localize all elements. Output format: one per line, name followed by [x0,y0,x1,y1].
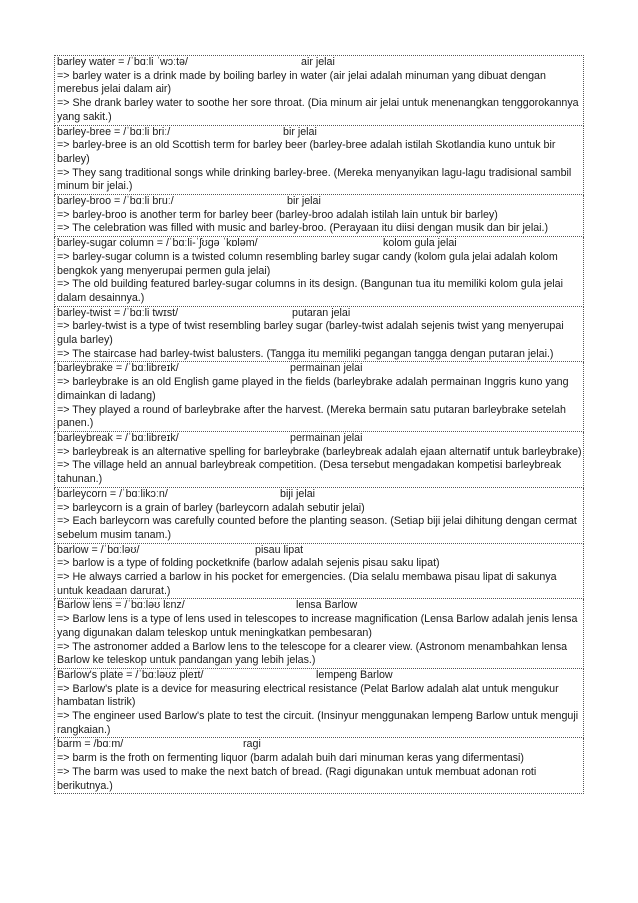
entry-example: => He always carried a barlow in his pocket for emergencies. (Dia selalu membawa pisau lipat di sakunya untuk keadaan darurat.) [57,571,557,597]
entry-headword: barley-sugar column = /ˈbɑːli-ˈʃʊɡə ˈkɒləm/ [57,237,258,250]
entry-translation: putaran jelai [292,306,351,319]
entry-headword: barley-broo = /ˈbɑːli bruː/ [57,195,174,208]
dictionary-entry [54,432,584,488]
entry-translation: lensa Barlow [296,599,358,612]
dictionary-entry [54,55,584,126]
entry-example: => She drank barley water to soothe her sore throat. (Dia minum air jelai untuk menenangkan tenggorokannya yang sakit.) [57,97,579,123]
dictionary-entry [54,195,584,237]
entry-example: => The engineer used Barlow's plate to test the circuit. (Insinyur menggunakan lempeng Barlow untuk menguji rangkaian.) [57,710,579,736]
entry-definition: => barley-bree is an old Scottish term for barley beer (barley-bree adalah istilah Skotlandia kuno untuk bir barley) [57,139,556,165]
entry-translation: air jelai [301,56,335,68]
entry-translation: lempeng Barlow [316,668,393,681]
dictionary-entry [54,669,584,739]
entry-definition: => barleycorn is a grain of barley (barleycorn adalah sebutir jelai) [57,501,365,514]
entry-example: => The old building featured barley-sugar columns in its design. (Bangunan tua itu memiliki kolom gula jelai dalam desainnya.) [57,278,563,304]
entry-definition: => barleybrake is an old English game played in the fields (barleybrake adalah permainan Inggris kuno yang dimainkan di ladang) [57,376,569,402]
entry-example: => They sang traditional songs while drinking barley-bree. (Mereka menyanyikan lagu-lagu tradisional sambil minum bir jelai.) [57,166,572,193]
entry-headword: barley-bree = /ˈbɑːli briː/ [57,125,171,138]
entry-definition: => barley-sugar column is a twisted column resembling barley sugar candy (kolom gula jelai adalah kolom bengkok yang menyerupai permen gula jelai) [57,250,558,277]
dictionary-entry [54,488,584,544]
dictionary-entry [54,126,584,196]
entry-headword: barley-twist = /ˈbɑːli twɪst/ [57,306,179,319]
entry-translation: biji jelai [280,487,316,500]
entry-example: => The astronomer added a Barlow lens to the telescope for a clearer view. (Astronom menambahkan lensa Barlow ke teleskop untuk pandangan yang lebih jelas.) [57,640,568,667]
dictionary-entry [54,362,584,432]
dictionary-entry [54,544,584,600]
entry-translation: kolom gula jelai [383,237,457,250]
entry-definition: => barley water is a drink made by boiling barley in water (air jelai adalah minuman yang dibuat dengan merebus jelai dalam air) [57,69,546,96]
entry-definition: => barm is the froth on fermenting liquor (barm adalah buih dari minuman keras yang difermentasi) [57,752,524,765]
entry-headword: Barlow's plate = /ˈbɑːləʊz pleɪt/ [57,668,204,681]
entry-definition: => barleybreak is an alternative spelling for barleybrake (barleybreak adalah ejaan alternatif untuk barleybrake) [57,445,582,458]
entry-translation: ragi [243,738,261,751]
entry-headword: barlow = /ˈbɑːləʊ/ [57,543,140,556]
dictionary-entry [54,738,584,794]
entry-example: => The staircase had barley-twist balusters. (Tangga itu memiliki pegangan tangga dengan putaran jelai.) [57,347,554,360]
entry-headword: barley water = /ˈbɑːli ˈwɔːtə/ [57,56,188,68]
entry-definition: => Barlow's plate is a device for measuring electrical resistance (Pelat Barlow adalah alat untuk mengukur hambatan listrik) [57,682,559,709]
dictionary-entry [54,237,584,307]
entry-translation: bir jelai [287,195,321,208]
dictionary-entry [54,599,584,669]
dictionary-entry [54,307,584,363]
entry-headword: barm = /bɑːm/ [57,738,124,751]
dictionary-entries [54,55,584,794]
entry-example: => The barm was used to make the next batch of bread. (Ragi digunakan untuk membuat adonan roti berikutnya.) [57,765,537,792]
entry-headword: barleybrake = /ˈbɑːlibreɪk/ [57,362,179,375]
entry-translation: permainan jelai [290,431,363,444]
entry-definition: => Barlow lens is a type of lens used in telescopes to increase magnification (Lensa Barlow adalah jenis lensa yang digunakan dalam teleskop untuk meningkatkan pembesaran) [57,613,578,639]
entry-translation: bir jelai [283,125,317,138]
entry-translation: pisau lipat [255,543,304,556]
entry-example: => Each barleycorn was carefully counted before the planting season. (Setiap biji jelai dihitung dengan cermat sebelum musim tanam.) [57,515,577,541]
entry-example: => They played a round of barleybrake after the harvest. (Mereka bermain satu putaran barleybrake setelah panen.) [57,403,566,430]
entry-headword: Barlow lens = /ˈbɑːləʊ lɛnz/ [57,599,185,612]
entry-definition: => barley-twist is a type of twist resembling barley sugar (barley-twist adalah sejenis twist yang menyerupai gula barley) [57,320,564,347]
entry-definition: => barlow is a type of folding pocketknife (barlow adalah sejenis pisau saku lipat) [57,557,440,570]
entry-headword: barleybreak = /ˈbɑːlibreɪk/ [57,431,179,444]
entry-headword: barleycorn = /ˈbɑːlikɔːn/ [57,487,168,500]
entry-translation: permainan jelai [290,362,363,375]
entry-example: => The celebration was filled with music and barley-broo. (Perayaan itu diisi dengan musik dan bir jelai.) [57,222,549,235]
entry-example: => The village held an annual barleybreak competition. (Desa tersebut mengadakan kompetisi barleybreak tahunan.) [57,459,562,486]
entry-definition: => barley-broo is another term for barley beer (barley-broo adalah istilah lain untuk bir barley) [57,208,498,221]
